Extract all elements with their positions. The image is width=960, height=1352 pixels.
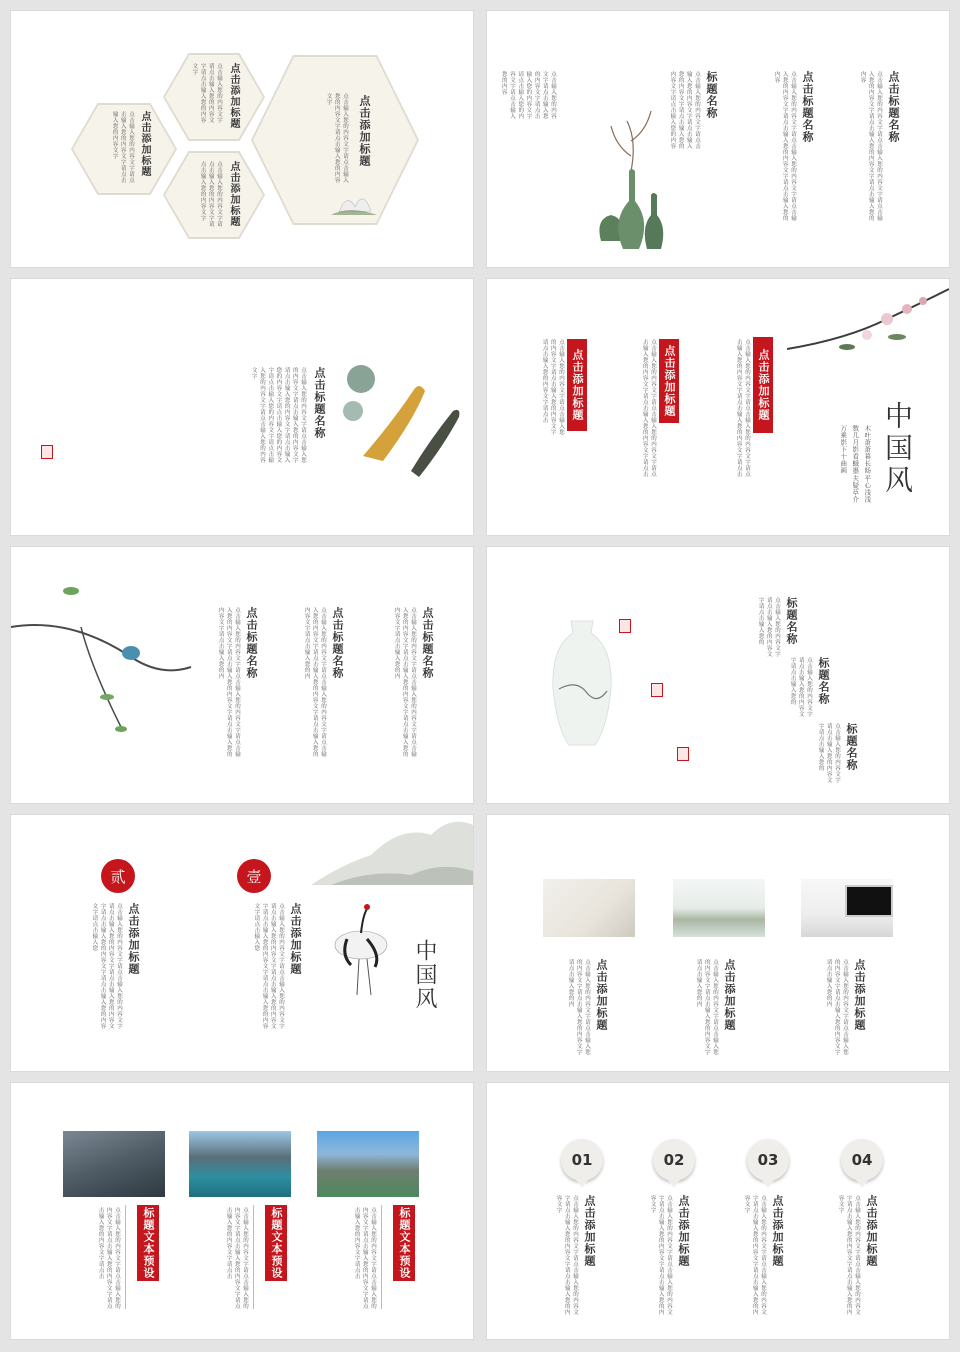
calligraphy-photo (543, 879, 635, 937)
slide-3[interactable] (11, 279, 473, 535)
slide10-body-3: 点击输入您的内容文字请点击输入您的内容文字请点击输入您的内容文字请点击输入您的内容文字 (743, 1195, 766, 1315)
monitor-icon (845, 885, 893, 917)
red-circle-badge-1: 壹 (237, 859, 271, 893)
white-porcelain-vase-illustration (547, 619, 617, 749)
slide-2[interactable] (487, 11, 949, 267)
koi-fish-illustration (333, 351, 463, 481)
slide-8[interactable] (487, 815, 949, 1071)
slide2-title-3: 标题名称 (705, 71, 718, 119)
slide-7[interactable] (11, 815, 473, 1071)
slide4-red-title-2: 点击添加标题 (659, 339, 679, 423)
slide4-body-3: 点击输入您的内容文字请点击输入您的内容文字请点击输入您的内容文字请点击输入您的内容文字请点击 (541, 339, 564, 435)
divider-line-2 (253, 1205, 254, 1309)
bird-on-branch-illustration (11, 577, 201, 747)
divider-line-3 (381, 1205, 382, 1309)
slide5-body-1: 点击输入您的内容文字请点击输入您的内容文字请点击输入您的内容文字请点击输入您的内容文字请点击输入您的内容文字请点击输入您的内 (393, 607, 416, 757)
slide10-body-2: 点击输入您的内容文字请点击输入您的内容文字请点击输入您的内容文字请点击输入您的内容文字 (649, 1195, 672, 1315)
slide10-body-4: 点击输入您的内容文字请点击输入您的内容文字请点击输入您的内容文字请点击输入您的内容文字 (837, 1195, 860, 1315)
slide7-big-title: 中国风 (412, 939, 437, 1011)
desk-computer-photo (801, 879, 893, 937)
hex-title-large: 点击添加标题 (358, 95, 371, 167)
slide4-poem-5: 万乘影下十曲画 (839, 425, 848, 474)
slide8-body-3: 点击输入您的内容文字请点击输入您的内容文字请点击输入您的内容文字请点击输入您的内 (825, 959, 848, 1055)
slide8-title-1: 点击添加标题 (595, 959, 608, 1031)
slide-10[interactable] (487, 1083, 949, 1339)
slide7-title-2: 点击添加标题 (127, 903, 140, 975)
slide-1[interactable] (11, 11, 473, 267)
slide9-body-1: 点击输入您的内容文字请点击输入您的内容文字请点击输入您的内容文字请点击输入您的内容文字请点击 (97, 1207, 120, 1309)
slide9-red-title-1: 标题文本预设 (137, 1205, 159, 1281)
slide9-red-title-3: 标题文本预设 (393, 1205, 415, 1281)
boat-river-photo (63, 1131, 165, 1197)
seal-stamp-2 (651, 683, 663, 697)
hex-body-bottom: 点击输入您的内容文字请点击输入您的内容文字请点击输入您的内容文字 (199, 161, 222, 227)
green-vases-illustration (591, 111, 681, 261)
hex-title-bottom: 点击添加标题 (228, 161, 239, 227)
slide6-title-3: 标题名称 (845, 723, 858, 771)
slide10-title-3: 点击添加标题 (771, 1195, 784, 1267)
hex-title-top: 点击添加标题 (228, 63, 239, 129)
slide4-poem-3: 数几月影看蛾墨 (851, 425, 860, 474)
slide4-body-1: 点击输入您的内容文字请点击输入您的内容文字请点击输入您的内容文字请点击输入您的内容文字请点击 (735, 339, 750, 477)
slide3-body: 点击输入您的内容文字请点击输入您的内容文字请点击输入您的内容文字请点击输入您的内容文字请点击输入您的内容文字请点击输入您的内容文字请点击输入您的内容文字请点击输入您的内容文字请点击输入您的内容文字 (250, 367, 306, 463)
slide-5[interactable] (11, 547, 473, 803)
slide4-body-2: 点击输入您的内容文字请点击输入您的内容文字请点击输入您的内容文字请点击输入您的内容文字请点击 (641, 339, 656, 477)
slide-9[interactable] (11, 1083, 473, 1339)
slide5-title-1: 点击标题名称 (421, 607, 434, 679)
slide6-title-1: 标题名称 (785, 597, 798, 645)
mountain-crane-illustration (311, 815, 473, 1015)
slide3-title: 点击标题名称 (313, 367, 326, 439)
slide5-body-3: 点击输入您的内容文字请点击输入您的内容文字请点击输入您的内容文字请点击输入您的内容文字请点击输入您的内容文字请点击输入您的内 (217, 607, 240, 757)
slide9-red-title-2: 标题文本预设 (265, 1205, 287, 1281)
hex-title-left: 点击添加标题 (139, 111, 150, 177)
slide4-poem-2: 平心浅浅 (863, 475, 872, 503)
slide10-title-4: 点击添加标题 (865, 1195, 878, 1267)
slide10-title-2: 点击添加标题 (677, 1195, 690, 1267)
slide4-poem-4: 夫疑草介 (851, 475, 860, 503)
slide7-body-1: 点击输入您的内容文字请点击输入您的内容文字请点击输入您的内容文字请点击输入您的内容文字请点击输入您的内容文字请点击输入您的内容文字请点击输入您 (253, 903, 284, 1029)
village-photo (673, 879, 765, 937)
slide7-title-1: 点击添加标题 (289, 903, 302, 975)
hex-body-large: 点击输入您的内容文字请点击输入您的内容文字请点击输入您的内容文字 (325, 93, 348, 183)
slide2-title-1: 点击标题名称 (887, 71, 900, 143)
slide6-body-3: 点击输入您的内容文字请点击输入您的内容文字请点击输入您的 (817, 723, 840, 783)
slide5-title-3: 点击标题名称 (245, 607, 258, 679)
seal-stamp-3 (677, 747, 689, 761)
slide9-body-3: 点击输入您的内容文字请点击输入您的内容文字请点击输入您的内容文字请点击输入您的内容文字请点击 (353, 1207, 376, 1309)
slide6-body-1: 点击输入您的内容文字请点击输入您的内容文字请点击输入您的 (757, 597, 780, 657)
slide2-title-2: 点击标题名称 (801, 71, 814, 143)
slide6-body-2: 点击输入您的内容文字请点击输入您的内容文字请点击输入您的 (789, 657, 812, 717)
hex-body-top: 点击输入您的内容文字请点击输入您的内容文字请点击输入您的内容文字 (191, 63, 222, 123)
slide8-body-2: 点击输入您的内容文字请点击输入您的内容文字请点击输入您的内容文字请点击输入您的内 (695, 959, 718, 1055)
number-bubble-01: 01 (561, 1139, 603, 1181)
divider-line-1 (125, 1205, 126, 1309)
slide8-title-2: 点击添加标题 (723, 959, 736, 1031)
slide7-body-2: 点击输入您的内容文字请点击输入您的内容文字请点击输入您的内容文字请点击输入您的内容文字请点击输入您的内容文字请点击输入您的内容文字请点击输入您 (91, 903, 122, 1029)
slide5-title-2: 点击标题名称 (331, 607, 344, 679)
slide2-body-3: 点击输入您的内容文字请点击输入您的内容文字请点击输入您的内容文字请点击输入您的内容文字请点击输入您的内容 (669, 71, 700, 149)
blossom-branch-illustration (787, 279, 949, 389)
slide8-title-3: 点击添加标题 (853, 959, 866, 1031)
slide9-body-2: 点击输入您的内容文字请点击输入您的内容文字请点击输入您的内容文字请点击输入您的内容文字请点击 (225, 1207, 248, 1309)
number-bubble-02: 02 (653, 1139, 695, 1181)
slide2-body-4: 点击输入您的内容文字请点击输入您的内容文字请点击输入您的内容文字请点击输入您的内容文字请点击输入您的内容 (500, 71, 556, 119)
red-seal-stamp (41, 445, 53, 459)
slide2-body-1: 点击输入您的内容文字请点击输入您的内容文字请点击输入您的内容文字请点击输入您的内容文字请点击输入您的内容 (859, 71, 882, 221)
number-bubble-03: 03 (747, 1139, 789, 1181)
slide2-body-2: 点击输入您的内容文字请点击输入您的内容文字请点击输入您的内容文字请点击输入您的内容文字请点击输入您的内容 (773, 71, 796, 221)
slide4-big-title: 中国风 (881, 401, 914, 497)
slide6-title-2: 标题名称 (817, 657, 830, 705)
slide8-body-1: 点击输入您的内容文字请点击输入您的内容文字请点击输入您的内容文字请点击输入您的内 (567, 959, 590, 1055)
lily-flower-illustration (329, 187, 379, 217)
number-bubble-04: 04 (841, 1139, 883, 1181)
canal-houses-photo (189, 1131, 291, 1197)
slide10-body-1: 点击输入您的内容文字请点击输入您的内容文字请点击输入您的内容文字请点击输入您的内容文字 (555, 1195, 578, 1315)
slide-4[interactable] (487, 279, 949, 535)
hex-body-left: 点击输入您的内容文字请点击输入您的内容文字请点击输入您的内容文字 (111, 111, 134, 183)
slide4-red-title-3: 点击添加标题 (567, 339, 587, 431)
slide4-red-title-1: 点击添加标题 (753, 337, 773, 433)
bridge-town-photo (317, 1131, 419, 1197)
slide4-poem-1: 木叶萧萧暮长旸 (863, 425, 872, 474)
slide-6[interactable] (487, 547, 949, 803)
seal-stamp-1 (619, 619, 631, 633)
red-circle-badge-2: 贰 (101, 859, 135, 893)
slide10-title-1: 点击添加标题 (583, 1195, 596, 1267)
slide5-body-2: 点击输入您的内容文字请点击输入您的内容文字请点击输入您的内容文字请点击输入您的内容文字请点击输入您的内容文字请点击输入您的内 (303, 607, 326, 757)
